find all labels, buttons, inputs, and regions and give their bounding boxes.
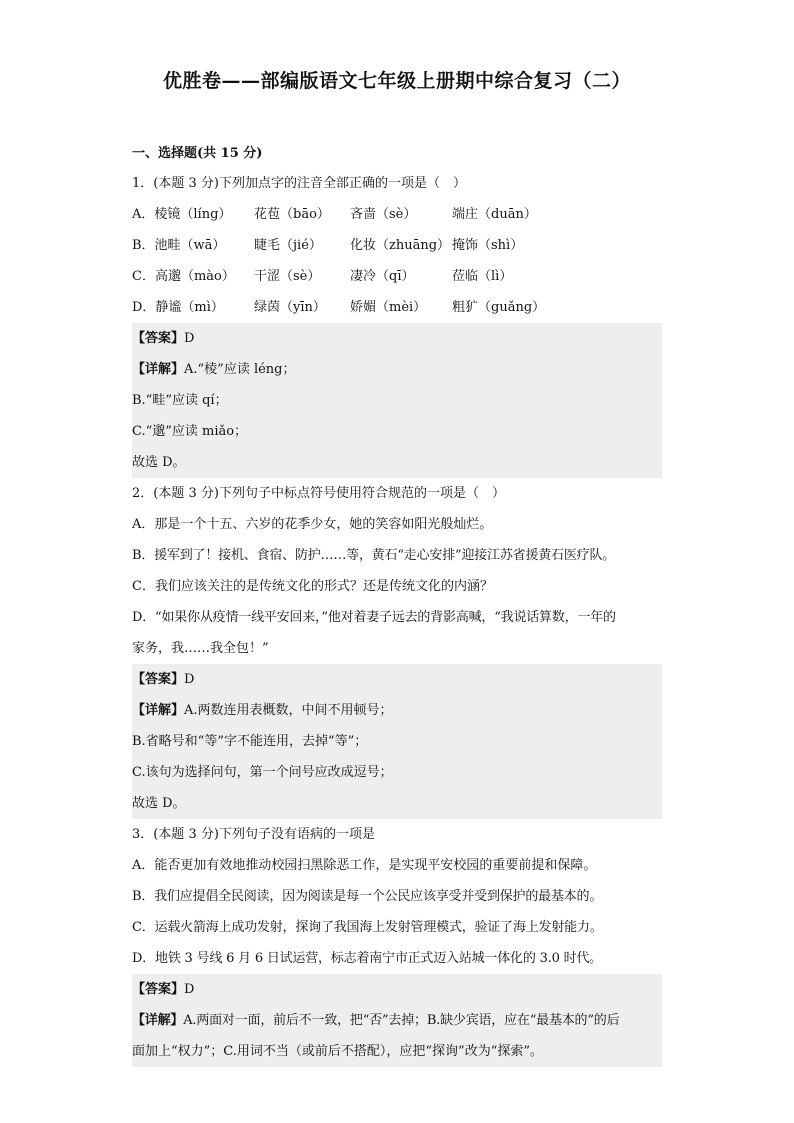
question-3-answer-block (132, 974, 662, 1067)
question-2-option-d-cont: 家务，我……我全包！” (132, 641, 269, 656)
question-1-option-b (132, 230, 662, 261)
option-item: A．棱镜（líng） (132, 207, 232, 222)
section-heading: 一、选择题(共 15 分) (132, 146, 263, 161)
question-3-option-c: C．运载火箭海上成功发射，探询了我国海上发射管理模式，验证了海上发射能力。 (132, 920, 603, 935)
detail-line: C.该句为选择问句，第一个问号应改成逗号； (132, 765, 393, 780)
question-2-option-b: B．援军到了！接机、食宿、防护……等，黄石“走心安排”迎接江苏省援黄石医疗队。 (132, 548, 616, 563)
question-1-option-a (132, 199, 662, 230)
option-item: 睫毛（jié） (254, 238, 322, 253)
detail-line: C.“邈”应读 miǎo； (132, 424, 248, 439)
option-item: 凄冷（qī） (350, 269, 415, 284)
question-3-option-a: A．能否更加有效地推动校园扫黑除恶工作，是实现平安校园的重要前提和保障。 (132, 858, 597, 873)
page-title: 优胜卷——部编版语文七年级上册期中综合复习（二） (162, 70, 631, 92)
detail-line: 故选 D。 (132, 796, 186, 811)
option-item: B．池畦（wā） (132, 238, 226, 253)
option-item: C．高邈（mào） (132, 269, 235, 284)
option-item: 端庄（duān） (452, 207, 537, 222)
answer-value: D (184, 672, 195, 687)
question-2-answer-block (132, 664, 662, 819)
detail-line: B.省略号和“等”字不能连用，去掉“等”； (132, 734, 368, 749)
question-3-option-b: B．我们应提倡全民阅读，因为阅读是每一个公民应该享受并受到保护的最基本的。 (132, 889, 603, 904)
question-3-option-d: D．地铁 3 号线 6 月 6 日试运营，标志着南宁市正式迈入站城一体化的 3.0 时代。 (132, 951, 602, 966)
answer-label: 【答案】 (132, 672, 185, 687)
option-item: 绿茵（yīn） (254, 300, 326, 315)
option-item: 化妆（zhuāng） (350, 238, 451, 253)
detail-line: A.“棱”应读 léng； (184, 362, 296, 377)
question-1-option-d (132, 292, 662, 323)
option-item: 干涩（sè） (254, 269, 321, 284)
detail-label: 【详解】 (132, 362, 185, 377)
option-item: 吝啬（sè） (350, 207, 417, 222)
question-1-option-c (132, 261, 662, 292)
question-1-answer-block (132, 323, 662, 478)
content (132, 140, 662, 1067)
question-2-option-a: A．那是一个十五、六岁的花季少女，她的笑容如阳光般灿烂。 (132, 517, 493, 532)
question-2-option-c: C．我们应该关注的是传统文化的形式？还是传统文化的内涵？ (132, 579, 493, 594)
question-1-stem: 1．(本题 3 分)下列加点字的注音全部正确的一项是（ ） (132, 176, 466, 191)
question-2-option-d: D．“如果你从疫情一线平安回来，”他对着妻子远去的背影高喊，“我说话算数，一年的 (132, 610, 616, 625)
answer-value: D (184, 331, 195, 346)
option-item: 掩饰（shì） (452, 238, 524, 253)
option-item: 娇媚（mèi） (350, 300, 427, 315)
answer-value: D (184, 982, 195, 997)
option-item: 花苞（bāo） (254, 207, 330, 222)
question-3-stem: 3．(本题 3 分)下列句子没有语病的一项是 (132, 827, 375, 842)
option-item: 粗犷（guǎng） (452, 300, 546, 315)
question-2-stem: 2．(本题 3 分)下列句子中标点符号使用符合规范的一项是（ ） (132, 486, 505, 501)
detail-line: B.“畦”应读 qí； (132, 393, 228, 408)
answer-label: 【答案】 (132, 982, 185, 997)
answer-label: 【答案】 (132, 331, 185, 346)
detail-label: 【详解】 (132, 1013, 184, 1028)
detail-line: 故选 D。 (132, 455, 186, 470)
option-item: D．静谧（mì） (132, 300, 224, 315)
option-item: 莅临（lì） (452, 269, 513, 284)
detail-line: 面加上“权力”；C.用词不当（或前后不搭配），应把“探询”改为“探索”。 (132, 1044, 543, 1059)
detail-label: 【详解】 (132, 703, 185, 718)
detail-line: A.两数连用表概数，中间不用顿号； (184, 703, 393, 718)
detail-line: A.两面对一面，前后不一致，把“否”去掉；B.缺少宾语，应在“最基本的”的后 (183, 1013, 620, 1028)
